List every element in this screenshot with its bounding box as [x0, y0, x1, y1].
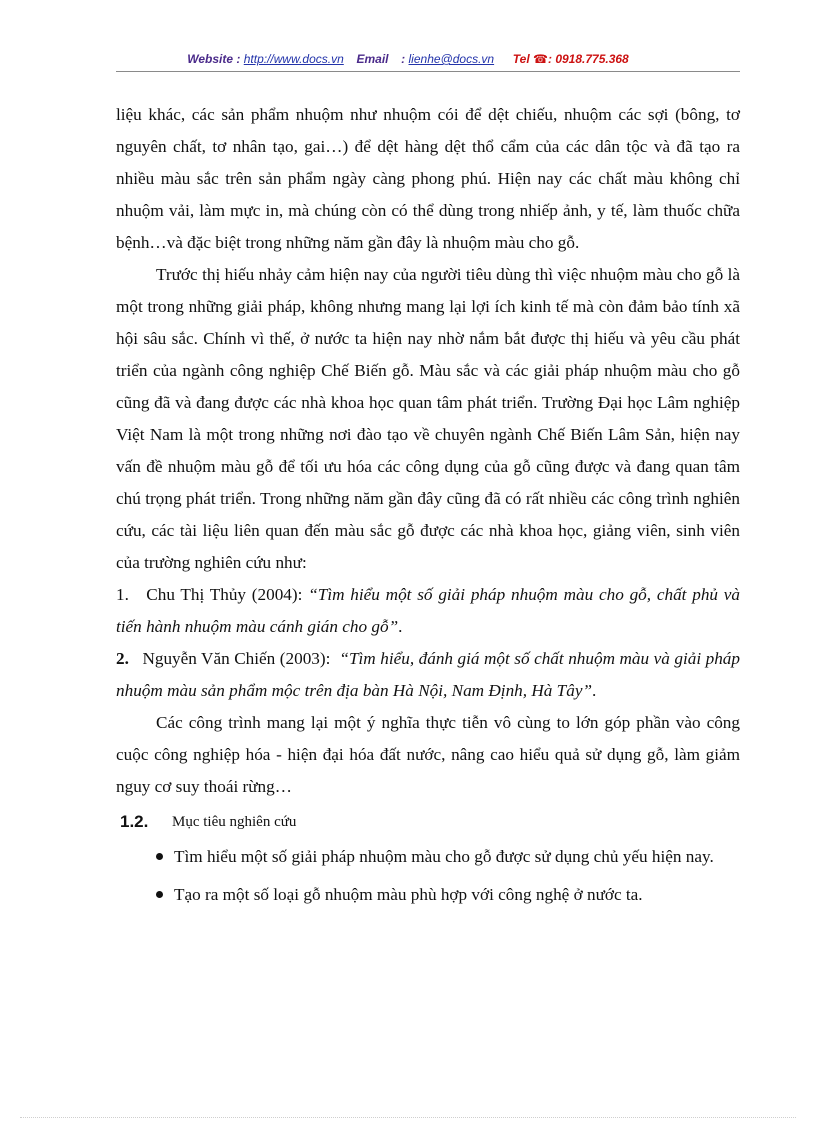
reference-author: Nguyễn Văn Chiến (2003):: [142, 649, 331, 668]
paragraph-context: Trước thị hiếu nhảy cảm hiện nay của người tiêu dùng thì việc nhuộm màu cho gỗ là một trong những giải pháp, không nhưng mang lại lợi ích kinh tế mà còn đảm bảo tính xã hội sâu sắc. Chính vì thế, ở nước ta hiện nay nhờ nắm bắt được thị hiếu và yêu cầu phát triển của ngành công nghiệp Chế Biến gỗ. Màu sắc và các giải pháp nhuộm màu cho gỗ cũng đã và đang được các nhà khoa học quan tâm phát triển. Trường Đại học Lâm nghiệp Việt Nam là một trong những nơi đào tạo về chuyên ngành Chế Biến Lâm Sản, hiện nay vấn đề nhuộm màu gỗ để tối ưu hóa các công dụng của gỗ cũng được và đang quan tâm chú trọng phát triển. Trong những năm gần đây cũng đã có rất nhiều các công trình nghiên cứu, các tài liệu liên quan đến màu sắc gỗ được các nhà khoa học, giảng viên, sinh viên của trường nghiên cứu như:: [116, 265, 740, 572]
phone-icon: ☎: [533, 52, 548, 66]
section-title: Mục tiêu nghiên cứu: [172, 814, 297, 830]
paragraph-significance: Các công trình mang lại một ý nghĩa thực tiễn vô cùng to lớn góp phần vào công cuộc công nghiệp hóa - hiện đại hóa đất nước, nâng cao hiểu quả sử dụng gỗ, làm giảm nguy cơ suy thoái rừng…: [116, 713, 740, 796]
document-body: [116, 99, 740, 911]
bullet-icon: [156, 891, 163, 898]
website-label: Website :: [187, 52, 241, 66]
bullet-item: [116, 841, 740, 873]
bullet-text: Tìm hiểu một số giải pháp nhuộm màu cho gỗ được sử dụng chủ yếu hiện nay.: [174, 847, 714, 866]
email-label: Email: [356, 52, 389, 66]
tel-label: Tel: [512, 52, 530, 66]
bullet-icon: [156, 853, 163, 860]
section-number: 1.2.: [120, 812, 149, 831]
paragraph-intro: liệu khác, các sản phẩm nhuộm như nhuộm cói để dệt chiếu, nhuộm các sợi (bông, tơ nguyên chất, tơ nhân tạo, gai…) để dệt hàng dệt thổ cẩm của các dân tộc và đã tạo ra nhiều màu sắc trên sản phẩm ngày càng phong phú. Hiện nay các chất màu không chỉ nhuộm vải, làm mực in, mà chúng còn có thể dùng trong nhiếp ảnh, y tế, làm thuốc chữa bệnh…và đặc biệt trong những năm gần đây là nhuộm màu cho gỗ.: [116, 105, 740, 252]
email-colon: :: [401, 52, 406, 66]
bullet-item: [116, 879, 740, 911]
reference-title: “Tìm hiểu, đánh giá một số chất nhuộm màu và giải pháp nhuộm màu sản phẩm mộc trên địa bàn Hà Nội, Nam Định, Hà Tây”: [116, 649, 740, 700]
reference-item: [116, 643, 740, 707]
reference-end: .: [398, 617, 403, 636]
reference-title: “Tìm hiểu một số giải pháp nhuộm màu cho gỗ, chất phủ và tiến hành nhuộm màu cánh gián cho gỗ”: [116, 585, 741, 636]
page-header: [0, 52, 816, 66]
phone-number: : 0918.775.368: [547, 52, 629, 66]
section-heading: [116, 803, 740, 841]
website-link[interactable]: http://www.docs.vn: [243, 52, 344, 66]
header-divider: [116, 71, 740, 72]
reference-item: [116, 579, 740, 643]
reference-end: .: [592, 681, 597, 700]
reference-number: 2.: [116, 649, 129, 668]
footer-divider: [20, 1117, 796, 1118]
reference-number: 1.: [116, 585, 129, 604]
bullet-text: Tạo ra một số loại gỗ nhuộm màu phù hợp với công nghệ ở nước ta.: [174, 885, 643, 904]
email-link[interactable]: lienhe@docs.vn: [408, 52, 495, 66]
reference-author: Chu Thị Thủy (2004):: [146, 585, 303, 604]
